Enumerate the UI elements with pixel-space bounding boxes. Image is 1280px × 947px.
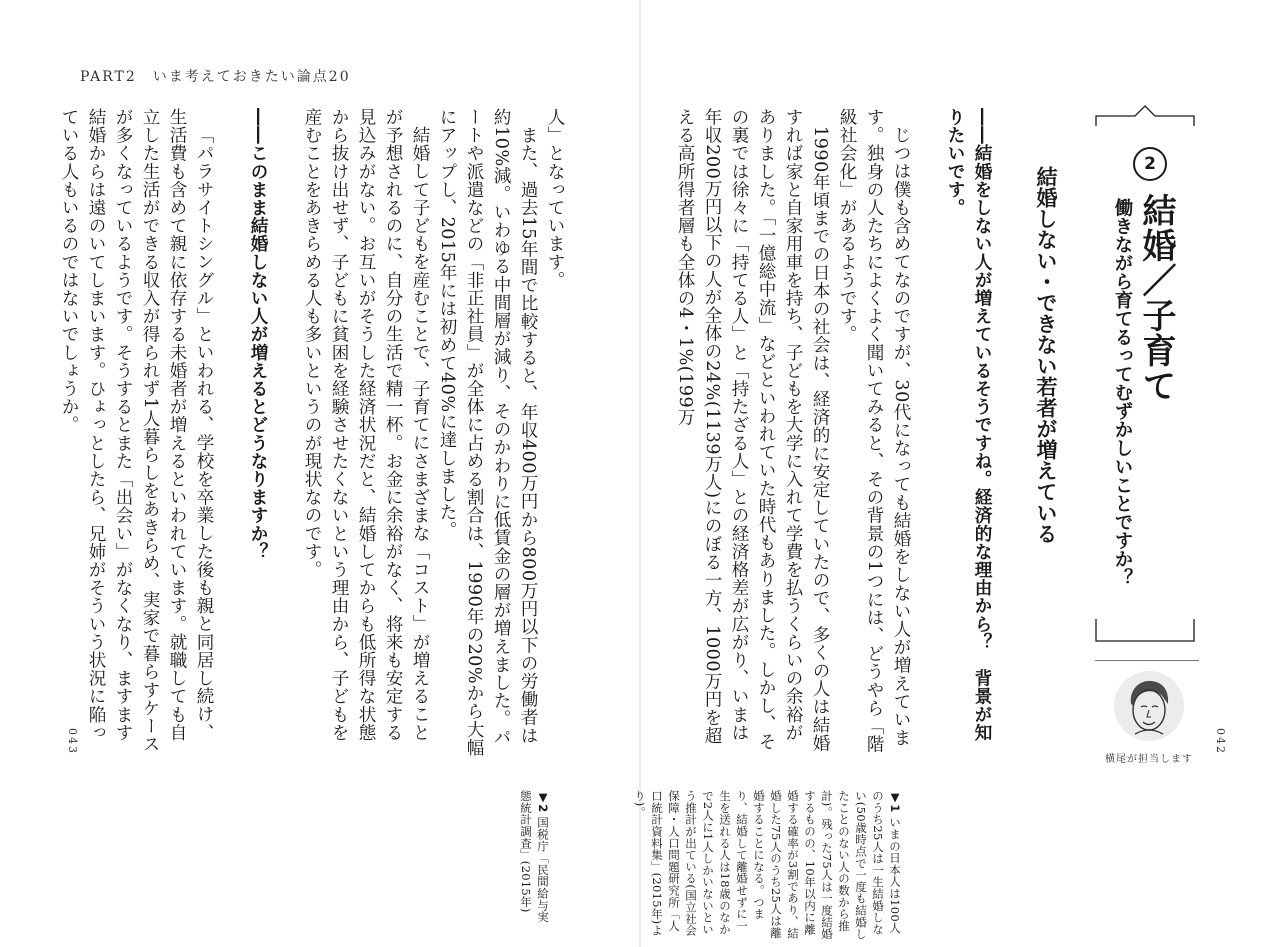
- footnote-mark: ▼1: [888, 790, 902, 813]
- footnote-1: [633, 790, 903, 940]
- frame-bracket-bottom-icon: [1095, 619, 1195, 643]
- footnote-text: いまの日本人は100人のうち25人は一生結婚しない(50歳時点で一度も結婚したことのない人の数から推計)。残った75人は一度結婚するものの、10年以内に離婚する確率が3割であり、結婚した75人のうち25人は離婚することになる。つまり、結婚して離婚せずに一生を送れる人は18歳のなかで2人に1人しかいないという推計が出ている(国立社会保障・人口問題研究所「人口統計資料集」(2015年)より)。: [633, 790, 902, 940]
- paragraph-gap: [271, 108, 298, 758]
- paragraph: また、過去15年間で比較すると、年収400万円から800万円以下の労働者は約10%減。いわゆる中間層が減り、そのかわりに低賃金の層が増えました。パートや派遣などの「非正社員」が全体に占める割合は、1990年の20%から大幅にアップし、2015年には初めて40%に達しました。: [437, 108, 538, 757]
- paragraph: じつは僕も含めてなのですが、30代になっても結婚をしない人が増えています。独身の人たちによくよく聞いてみると、その背景の1つには、どうやら「階級社会化」があるようです。: [837, 108, 911, 754]
- author-divider: [1095, 660, 1199, 661]
- page-number-right: 042: [1214, 728, 1227, 755]
- paragraph-gap: [914, 108, 941, 758]
- footnote-mark: ▼2: [536, 790, 550, 813]
- chapter-title: 結婚／子育て: [1136, 193, 1176, 403]
- paragraph: 結婚して子どもを産むことで、子育てにさまざまな「コスト」が増えることが予想されるのに、自分の生活で精一杯。お金に余裕がなく、将来も安定する見込みがない。お互いがそうした経済状況だと、結婚してからも低所得な状態から抜け出せず、子どもに貧困を経験させたくないという理由から、子どもを産むことをあきらめる人も多いというのが現状なのです。: [302, 108, 430, 742]
- paragraph-gap: [217, 108, 244, 758]
- running-head: PART2 いま考えておきたい論点20: [80, 69, 351, 85]
- author-portrait-icon: [1113, 670, 1185, 742]
- footnote-2: [503, 790, 551, 930]
- frame-bracket-top-icon: [1095, 104, 1195, 126]
- avatar: [1113, 670, 1185, 742]
- section-heading: 結婚しない・できない若者が増えている: [1034, 166, 1058, 544]
- paragraph: 人」となっています。: [545, 108, 565, 289]
- interview-question: ――このまま結婚しない人が増えるとどうなりますか？: [248, 108, 268, 561]
- paragraph: 「パラサイトシングル」といわれる、学校を卒業した後も親と同居し続け、生活費も含めて親に依存する未婚者が増えるといわれています。就職しても自立した生活ができる収入が得られず1人暮らしをあきらめ、実家で暮らすケースが多くなっているようです。そうするとまた「出会い」がなくなり、ますます結婚からは遠のいてしまいます。ひょっとしたら、兄姉がそういう状況に陥っている人もいるのではないでしょうか。: [59, 108, 214, 754]
- page-number-left: 043: [66, 728, 79, 755]
- interview-question: ――結婚をしない人が増えているそうですね。経済的な理由から？ 背景が知りたいです。: [945, 108, 992, 742]
- paragraph: 1990年頃までの日本の社会は、経済的に安定していたので、多くの人は結婚すれば家と自家用車を持ち、子どもを大学に入れて学費を払うくらいの余裕がありました。「一億総中流」などといわれていた時代もありました。しかし、その裏では徐々に「持てる人」と「持たざる人」との経済格差が広がり、いまは年収200万円以下の人が全体の24%(1139万人)にのぼる一方、1000万円を超える高所得者層も全体の4・1%(199万: [675, 108, 830, 752]
- right-body-text: [675, 108, 995, 758]
- author-caption: 横尾が担当します: [1105, 754, 1193, 765]
- chapter-subtitle: 働きながら育てるってむずかしいことですか？: [1112, 198, 1133, 587]
- chapter-number: 2: [1133, 147, 1167, 181]
- footnote-text: 国税庁「民間給与実態統計調査」(2015年): [519, 790, 550, 923]
